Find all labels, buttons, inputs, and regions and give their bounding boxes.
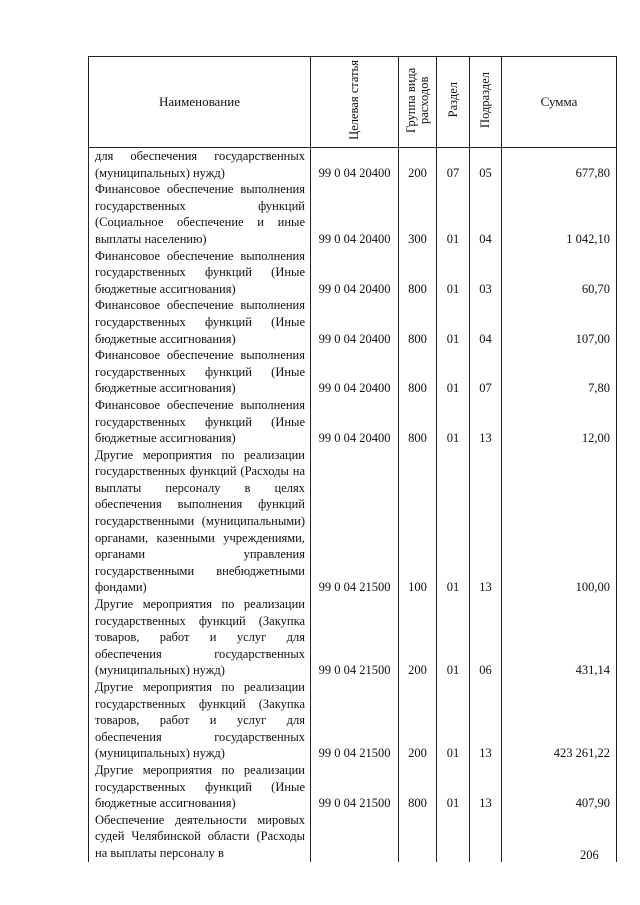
row-name: Финансовое обеспечение выполнения государственных функций (Иные бюджетные ассигнования) (89, 347, 311, 397)
row-group: 800 (399, 397, 437, 447)
row-group: 200 (399, 596, 437, 679)
row-target: 99 0 04 20400 (311, 248, 399, 298)
row-sum: 7,80 (502, 347, 617, 397)
row-subsection: 04 (470, 181, 502, 247)
row-target: 99 0 04 21500 (311, 596, 399, 679)
row-sum (502, 812, 617, 862)
row-group (399, 812, 437, 862)
row-target: 99 0 04 20400 (311, 397, 399, 447)
row-target: 99 0 04 21500 (311, 447, 399, 596)
header-group: Группа вида расходов (399, 57, 437, 148)
header-name: Наименование (89, 57, 311, 148)
header-subsection: Подраздел (470, 57, 502, 148)
row-target: 99 0 04 20400 (311, 297, 399, 347)
row-sum: 1 042,10 (502, 181, 617, 247)
row-section: 01 (437, 596, 470, 679)
row-sum: 107,00 (502, 297, 617, 347)
row-name: Другие мероприятия по реализации государственных функций (Иные бюджетные ассигнования) (89, 762, 311, 812)
row-sum: 100,00 (502, 447, 617, 596)
header-sum: Сумма (502, 57, 617, 148)
row-name: Финансовое обеспечение выполнения государственных функций (Социальное обеспечение и иные выплаты населению) (89, 181, 311, 247)
row-name: Другие мероприятия по реализации государственных функций (Закупка товаров, работ и услуг для обеспечения государственных (муниципальных) нужд) (89, 679, 311, 762)
budget-table (88, 56, 617, 862)
table-row (89, 447, 617, 596)
row-name: для обеспечения государственных (муниципальных) нужд) (89, 148, 311, 182)
row-sum: 12,00 (502, 397, 617, 447)
table-row (89, 596, 617, 679)
row-target: 99 0 04 20400 (311, 148, 399, 182)
row-section (437, 812, 470, 862)
row-group: 800 (399, 762, 437, 812)
row-name: Финансовое обеспечение выполнения государственных функций (Иные бюджетные ассигнования) (89, 248, 311, 298)
row-section: 01 (437, 679, 470, 762)
row-subsection: 06 (470, 596, 502, 679)
header-section: Раздел (437, 57, 470, 148)
row-sum: 423 261,22 (502, 679, 617, 762)
row-name: Финансовое обеспечение выполнения государственных функций (Иные бюджетные ассигнования) (89, 297, 311, 347)
row-group: 800 (399, 297, 437, 347)
table-row (89, 812, 617, 862)
row-target (311, 812, 399, 862)
row-sum: 431,14 (502, 596, 617, 679)
row-name: Другие мероприятия по реализации государственных функций (Закупка товаров, работ и услуг для обеспечения государственных (муниципальных) нужд) (89, 596, 311, 679)
row-target: 99 0 04 20400 (311, 181, 399, 247)
table-row (89, 679, 617, 762)
row-subsection: 07 (470, 347, 502, 397)
table-row (89, 297, 617, 347)
table-header-row (89, 57, 617, 148)
row-subsection: 03 (470, 248, 502, 298)
row-subsection: 13 (470, 447, 502, 596)
row-name: Финансовое обеспечение выполнения государственных функций (Иные бюджетные ассигнования) (89, 397, 311, 447)
row-section: 01 (437, 397, 470, 447)
row-group: 800 (399, 347, 437, 397)
header-target: Целевая статья (311, 57, 399, 148)
row-section: 01 (437, 447, 470, 596)
row-subsection: 13 (470, 397, 502, 447)
row-group: 300 (399, 181, 437, 247)
row-section: 07 (437, 148, 470, 182)
table-row (89, 762, 617, 812)
row-name: Другие мероприятия по реализации государственных функций (Расходы на выплаты персоналу в целях обеспечения выполнения функций государственными (муниципальными) органами, казенными учреждениями, органами управления государственными внебюджетными фондами) (89, 447, 311, 596)
row-sum: 677,80 (502, 148, 617, 182)
row-group: 200 (399, 148, 437, 182)
row-section: 01 (437, 248, 470, 298)
table-row (89, 397, 617, 447)
row-subsection (470, 812, 502, 862)
table-row (89, 248, 617, 298)
row-subsection: 13 (470, 762, 502, 812)
row-subsection: 05 (470, 148, 502, 182)
row-section: 01 (437, 762, 470, 812)
table-row (89, 347, 617, 397)
row-section: 01 (437, 347, 470, 397)
row-sum: 407,90 (502, 762, 617, 812)
row-section: 01 (437, 181, 470, 247)
row-group: 800 (399, 248, 437, 298)
page-number: 206 (580, 848, 599, 862)
row-target: 99 0 04 20400 (311, 347, 399, 397)
row-subsection: 04 (470, 297, 502, 347)
table-row (89, 181, 617, 247)
row-target: 99 0 04 21500 (311, 679, 399, 762)
table-row (89, 148, 617, 182)
table-body (89, 148, 617, 862)
row-section: 01 (437, 297, 470, 347)
row-group: 100 (399, 447, 437, 596)
row-sum: 60,70 (502, 248, 617, 298)
row-target: 99 0 04 21500 (311, 762, 399, 812)
row-group: 200 (399, 679, 437, 762)
row-name: Обеспечение деятельности мировых судей Челябинской области (Расходы на выплаты персоналу в (89, 812, 311, 862)
row-subsection: 13 (470, 679, 502, 762)
